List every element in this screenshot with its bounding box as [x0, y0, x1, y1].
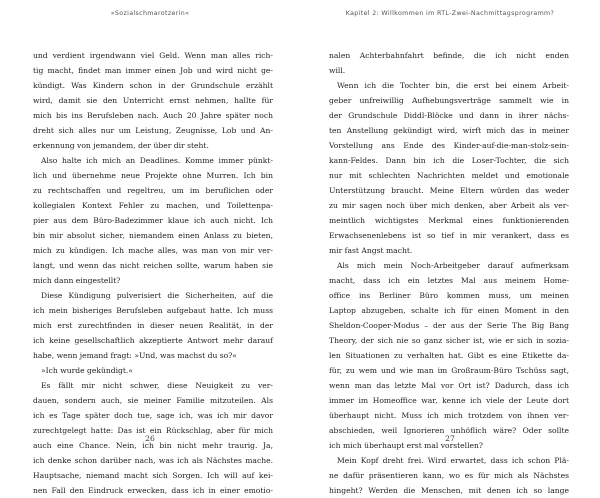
text-line: abschieden, weil Ignorieren unhöflich wäre? Oder sollte: [329, 426, 569, 435]
text-line: ich mich überhaupt erst mal vorstellen?: [329, 441, 483, 450]
page-text: [33, 48, 273, 498]
text-line: ich mein bisheriges Berufsleben aufgebaut hatte. Ich muss: [33, 306, 273, 315]
text-line: will.: [329, 66, 346, 75]
text-line: erkennung von jemandem, der über dir steht.: [33, 141, 209, 150]
text-line: tig macht, findet man immer einen Job und wird nicht ge-: [33, 66, 273, 75]
running-header: Kapitel 2: Willkommen im RTL-Zwei-Nachmittagsprogramm?: [345, 10, 555, 17]
right-page: [300, 0, 600, 495]
text-line: nalen Achterbahnfahrt befinde, die ich nicht enden: [329, 51, 569, 60]
text-line: mich zu kündigen. Ich mache alles, was man von mir ver-: [33, 246, 273, 255]
page-number: 26: [145, 434, 155, 443]
text-line: überhaupt nicht. Muss ich mich trotzdem von ihnen ver-: [329, 411, 569, 420]
text-line: Diese Kündigung pulverisiert die Sicherheiten, auf die: [41, 291, 273, 300]
text-line: ich es Tage später doch tue, sage ich, was ich mir davor: [33, 411, 273, 420]
text-line: der Grundschule Diddl-Blöcke und dann in ihrer nächs-: [329, 111, 569, 120]
text-line: macht, dass ich ein letztes Mal aus meinem Home-: [329, 276, 569, 285]
text-line: zurechtgelegt hatte: Das ist ein Rückschlag, aber für mich: [33, 426, 273, 435]
text-line: Erwachsenenlebens ist so tief in mir verankert, dass es: [329, 231, 569, 240]
text-line: mich erst zurechtfinden in dieser neuen Realität, in der: [33, 321, 273, 330]
text-line: ich keine gesellschaftlich akzeptierte Antwort mehr darauf: [33, 336, 273, 345]
page-text: [329, 48, 569, 498]
text-line: Sheldon-Cooper-Modus – der aus der Serie The Big Bang: [329, 321, 569, 330]
text-line: wird, damit sie den Unterricht ernst nehmen, hallte für: [33, 96, 273, 105]
text-line: nen Fall den Eindruck erwecken, dass ich in einer emotio-: [33, 486, 273, 495]
text-line: zu mir sagen noch über mich denken, aber Arbeit als ver-: [329, 201, 569, 210]
text-line: Mein Kopf dreht frei. Wird erwartet, dass ich schon Plä-: [337, 456, 569, 465]
text-line: immer im Homeoffice war, kenne ich viele der Leute dort: [329, 396, 569, 405]
text-line: ich denke schon darüber nach, was ich als Nächstes mache.: [33, 456, 273, 465]
text-line: zu rechtschaffen und regeltreu, um im beruflichen oder: [33, 186, 273, 195]
text-line: Also halte ich mich an Deadlines. Komme immer pünkt-: [41, 156, 273, 165]
text-line: dreht sich alles nur um Leistung, Zeugnisse, Lob und An-: [33, 126, 273, 135]
text-line: lich und übernehme neue Projekte ohne Murren. Ich bin: [33, 171, 273, 180]
text-line: Theory, der sich nie so ganz sicher ist, wie er sich in sozia-: [329, 336, 569, 345]
text-line: kollegialen Kontext Fehler zu machen, und Toilettenpa-: [33, 201, 273, 210]
text-line: mich bis ins Berufsleben nach. Auch 20 Jahre später noch: [33, 111, 273, 120]
text-line: Es fällt mir nicht schwer, diese Neuigkeit zu ver-: [41, 381, 273, 390]
text-line: auch eine Chance. Nein, ich bin nicht mehr traurig. Ja,: [33, 441, 273, 450]
text-line: Als mich mein Noch-Arbeitgeber darauf aufmerksam: [337, 261, 569, 270]
text-line: habe, wenn jemand fragt: »Und, was machst du so?«: [33, 351, 237, 360]
text-line: nur mit schlechten Nachrichten meldet und emotionale: [329, 171, 569, 180]
page-number: 27: [445, 434, 455, 443]
text-line: Unterstützung braucht. Meine Eltern würden das weder: [329, 186, 569, 195]
text-line: office ins Berliner Büro kommen muss, um meinen: [329, 291, 569, 300]
text-line: »Ich wurde gekündigt.«: [41, 366, 133, 375]
text-line: Hauptsache, niemand macht sich Sorgen. Ich will auf kei-: [33, 471, 273, 480]
text-line: mich dann eingestellt?: [33, 276, 121, 285]
running-header: »Sozialschmarotzerin«: [110, 10, 190, 17]
text-line: len Situationen zu verhalten hat. Gibt es eine Etikette da-: [329, 351, 569, 360]
text-line: Laptop abzugeben, schalte ich für einen Moment in den: [329, 306, 569, 315]
left-page: [0, 0, 300, 495]
text-line: Vorstellung ans Ende des Kinder-auf-die-man-stolz-sein-: [329, 141, 569, 150]
text-line: wenn man das letzte Mal vor Ort ist? Dadurch, dass ich: [329, 381, 569, 390]
text-line: kann-Feldes. Dann bin ich die Loser-Tochter, die sich: [329, 156, 569, 165]
text-line: hingeht? Werden die Menschen, mit denen ich so lange: [329, 486, 569, 495]
text-line: kündigt. Was Kindern schon in der Grundschule erzählt: [33, 81, 273, 90]
text-line: pier aus dem Büro-Badezimmer klaue ich auch nicht. Ich: [33, 216, 273, 225]
text-line: und verdient irgendwann viel Geld. Wenn man alles rich-: [33, 51, 273, 60]
text-line: Wenn ich die Tochter bin, die erst bei einem Arbeit-: [337, 81, 569, 90]
text-line: meintlich wichtigstes Merkmal eines funktionierenden: [329, 216, 569, 225]
text-line: langt, und wenn das nicht reichen sollte, warum haben sie: [33, 261, 273, 270]
text-line: bin mir absolut sicher, niemandem einen Anlass zu bieten,: [33, 231, 273, 240]
text-line: für, zu wem und wie man im Großraum-Büro Tschüss sagt,: [329, 366, 569, 375]
text-line: mir fast Angst macht.: [329, 246, 413, 255]
text-line: ne dafür präsentieren kann, wo es für mich als Nächstes: [329, 471, 569, 480]
text-line: geber unfreiwillig Aufhebungsverträge sammelt wie in: [329, 96, 569, 105]
text-line: dauen, sondern auch, sie meiner Familie mitzuteilen. Als: [33, 396, 273, 405]
text-line: ten Anstellung gekündigt wird, wirft mich das in meiner: [329, 126, 569, 135]
